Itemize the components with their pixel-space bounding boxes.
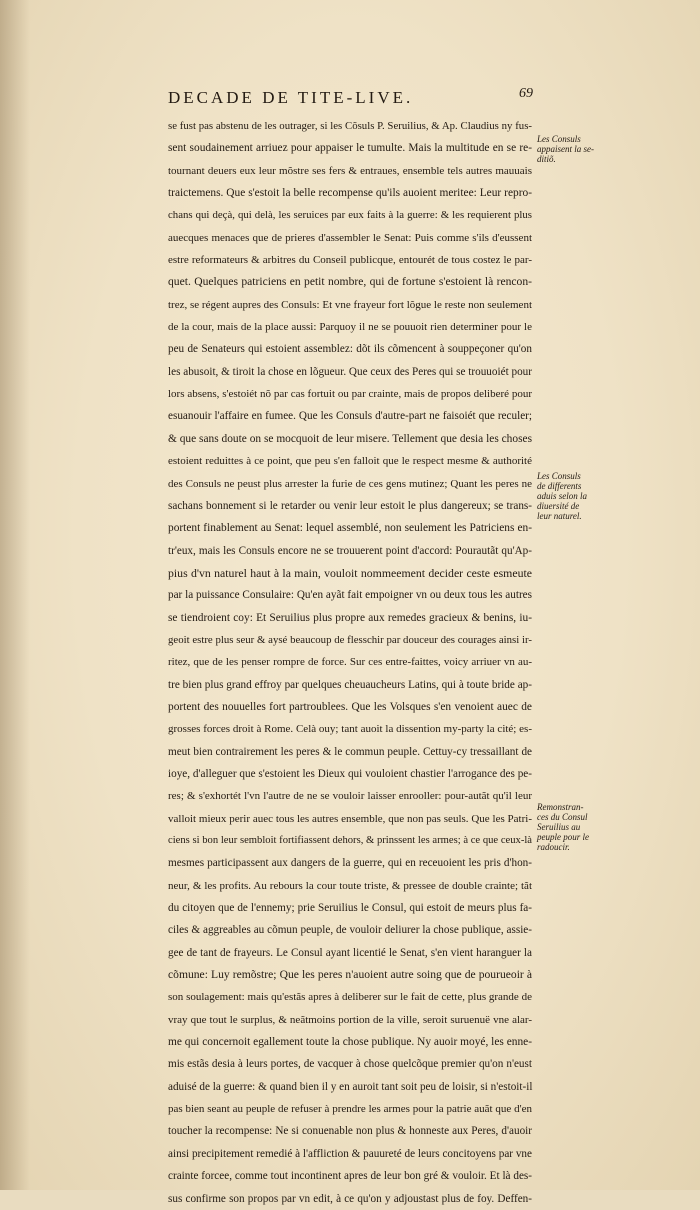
text-line: des Consuls ne peust plus arrester la furie de ces gens mutinez; Quant les peres ne [168, 477, 532, 490]
text-line: vray que tout le surplus, & neãtmoins portion de la ville, seroit suruenuë vne alar- [168, 1013, 532, 1026]
text-line: sachans bonnement si le retarder ou venir leur estoit le plus dangereux; se trans- [168, 499, 532, 512]
text-line: ciles & aggreables au cõmun peuple, de vouloir deliurer la chose publique, assie- [168, 924, 532, 937]
margin-note-line: ditiõ. [537, 154, 556, 164]
text-line: esuanouir l'affaire en fumee. Que les Consuls d'autre-part ne faisoiét que reculer; [168, 410, 532, 423]
text-line: res; & s'exhortét l'vn l'autre de ne se vouloir laisser enrooller: pour-autãt qu'il leur [168, 790, 532, 803]
text-line: mesmes participassent aux dangers de la guerre, qui en receuoient les pris d'hon- [168, 857, 532, 870]
margin-note-line: appaisent la se- [537, 144, 594, 154]
text-line: les abusoit, & tiroit la chose en lõgueur. Que ceux des Peres qui se trouuoiét pour [168, 365, 532, 378]
text-line: tournant deuers eux leur mõstre ses fers & entraues, ensemble tels autres mauuais [168, 164, 532, 177]
page-number: 69 [519, 86, 533, 101]
text-line: son soulagement: mais qu'estãs apres à deliberer sur le fait de cette, plus grande de [168, 991, 532, 1004]
text-line: quet. Quelques patriciens en petit nombre, qui de fortune s'estoient là rencon- [168, 275, 532, 289]
margin-note-line: diuersité de [537, 501, 580, 511]
text-line: du citoyen que de l'ennemy; prie Seruilius le Consul, qui estoit de meurs plus fa- [168, 902, 532, 915]
text-line: portent des nouuelles fort partroublees. Que les Volsques s'en venoient auec de [168, 700, 532, 713]
margin-note-line: Les Consuls [537, 134, 581, 144]
text-line: pas bien seant au peuple de refuser à prendre les armes pour la patrie auãt que d'en [168, 1103, 532, 1116]
text-line: ioye, d'alleguer que s'estoient les Dieux qui vouloient chastier l'arrogance des pe- [168, 767, 532, 780]
text-line: neur, & les profits. Au rebours la cour toute triste, & pressee de double crainte; tãt [168, 879, 532, 892]
text-line: valloit mieux perir auec tous les autres ensemble, que non pas seuls. Que les Patri- [168, 812, 532, 825]
text-line: ainsi precipitement remedié à l'affliction & pauureté de leurs concitoyens par vne [168, 1147, 532, 1160]
margin-note-line: leur naturel. [537, 511, 582, 521]
text-line: traictemens. Que s'estoit la belle recompense qu'ils auoient meritee: Leur repro- [168, 187, 532, 200]
text-line: de la cour, mais de la place aussi: Parquoy il ne se pouuoit rien determiner pour le [168, 321, 532, 334]
text-line: gee de tant de frayeurs. Le Consul ayant licentié le Senat, s'en vient haranguer la [168, 946, 532, 959]
text-line: toucher la recompense: Ne si conuenable non plus & honneste aux Peres, d'auoir [168, 1125, 532, 1138]
margin-note-line: ces du Consul [537, 812, 588, 822]
running-title: DECADE DE TITE-LIVE. [168, 88, 414, 107]
margin-note-line: de differents [537, 481, 582, 491]
text-line: se fust pas abstenu de les outrager, si les Cõsuls P. Seruilius, & Ap. Claudius ny fus- [168, 120, 532, 132]
body-text [168, 115, 532, 1210]
margin-note-line: Les Consuls [537, 471, 581, 481]
text-line: ciens si bon leur sembloit fortifiassent dehors, & prinssent les armes; à ce que ceux-là [168, 835, 532, 846]
text-line: cõmune: Luy remõstre; Que les peres n'auoient autre soing que de pourueoir à [168, 968, 532, 982]
text-line: ritez, que de les penser rompre de force. Sur ces entre-faittes, voicy arriuer vn au- [168, 656, 532, 669]
text-line: geoit estre plus seur & aysé beaucoup de flesschir par douceur des courages ainsi ir- [168, 633, 532, 646]
text-line: estre reformateurs & arbitres du Conseil publicque, entourét de tous costez le par- [168, 254, 532, 267]
text-line: aduisé de la guerre: & quand bien il y en auroit tant soit peu de loisir, si n'estoit-il [168, 1080, 533, 1093]
text-line: crainte forcee, comme tout incontinent apres de leur bon gré & vouloir. Et là des- [168, 1170, 532, 1183]
text-line: & que sans doute on se mocquoit de leur misere. Tellement que desia les choses [168, 432, 532, 445]
text-line: pius d'vn naturel haut à la main, vouloit nommeement decider ceste esmeute [168, 565, 532, 580]
text-line: tre bien plus grand effroy par quelques cheuaucheurs Latins, qui à toute bride ap- [168, 678, 532, 691]
text-line: lors absens, s'estoiét nõ par cas fortuit ou par crainte, mais de propos deliberé pour [168, 388, 532, 401]
margin-note-line: Remonstran- [537, 802, 584, 812]
text-line: estoient reduittes à ce point, que peu s'en falloit que le respect mesme & authorité [168, 455, 532, 468]
text-line: sus confirme son propos par vn edit, à ce qu'on y adjoustast plus de foy. Deffen- [168, 1192, 532, 1205]
text-line: tr'eux, mais les Consuls encore ne se trouuerent point d'accord: Pourautãt qu'Ap- [168, 544, 532, 557]
text-line: mis estãs desia à leurs portes, de vacquer à chose quelcõque premier qu'on n'eust [168, 1058, 532, 1071]
text-line: sent soudainement arriuez pour appaiser le tumulte. Mais la multitude en se re- [168, 142, 532, 155]
text-line: se tiendroient coy: Et Seruilius plus propre aux remedes gracieux & benins, iu- [168, 611, 532, 624]
text-line: par la puissance Consulaire: Qu'en ayãt fait empoigner vn ou deux tous les autres [168, 589, 532, 602]
text-line: grosses forces droit à Rome. Celà ouy; tant auoit la dissention my-party la cité; es- [168, 723, 532, 736]
text-line: meut bien contrairement les peres & le commun peuple. Cettuy-cy tressaillant de [168, 745, 532, 758]
binding-gutter-shadow [0, 0, 30, 1190]
running-head [0, 88, 700, 112]
text-line: chans qui deçà, qui delà, les seruices par eux faits à la guerre: & les requierent plus [168, 209, 532, 222]
text-line: peu de Senateurs qui estoient assemblez: dõt ils cõmencent à souppeçoner qu'on [168, 343, 532, 356]
text-line: me qui concernoit egallement toute la chose publique. Ny auoir moyé, les enne- [168, 1036, 532, 1049]
text-line: auecques menaces que de prieres d'assembler le Senat: Puis comme s'ils d'eussent [168, 231, 532, 244]
margin-note-line: Seruilius au [537, 822, 581, 832]
margin-note-remonstrances [537, 802, 599, 852]
margin-note-consuls-appaisent [537, 134, 599, 164]
margin-note-line: radoucir. [537, 842, 570, 852]
margin-note-consuls-differents [537, 471, 599, 521]
text-line: portent finablement au Senat: lequel assemblé, non seulement les Patriciens en- [168, 522, 532, 535]
margin-note-line: aduis selon la [537, 491, 588, 501]
text-line: trez, se régent aupres des Consuls: Et vne frayeur fort lõgue le reste non seulement [168, 298, 532, 311]
margin-note-line: peuple pour le [537, 832, 589, 842]
